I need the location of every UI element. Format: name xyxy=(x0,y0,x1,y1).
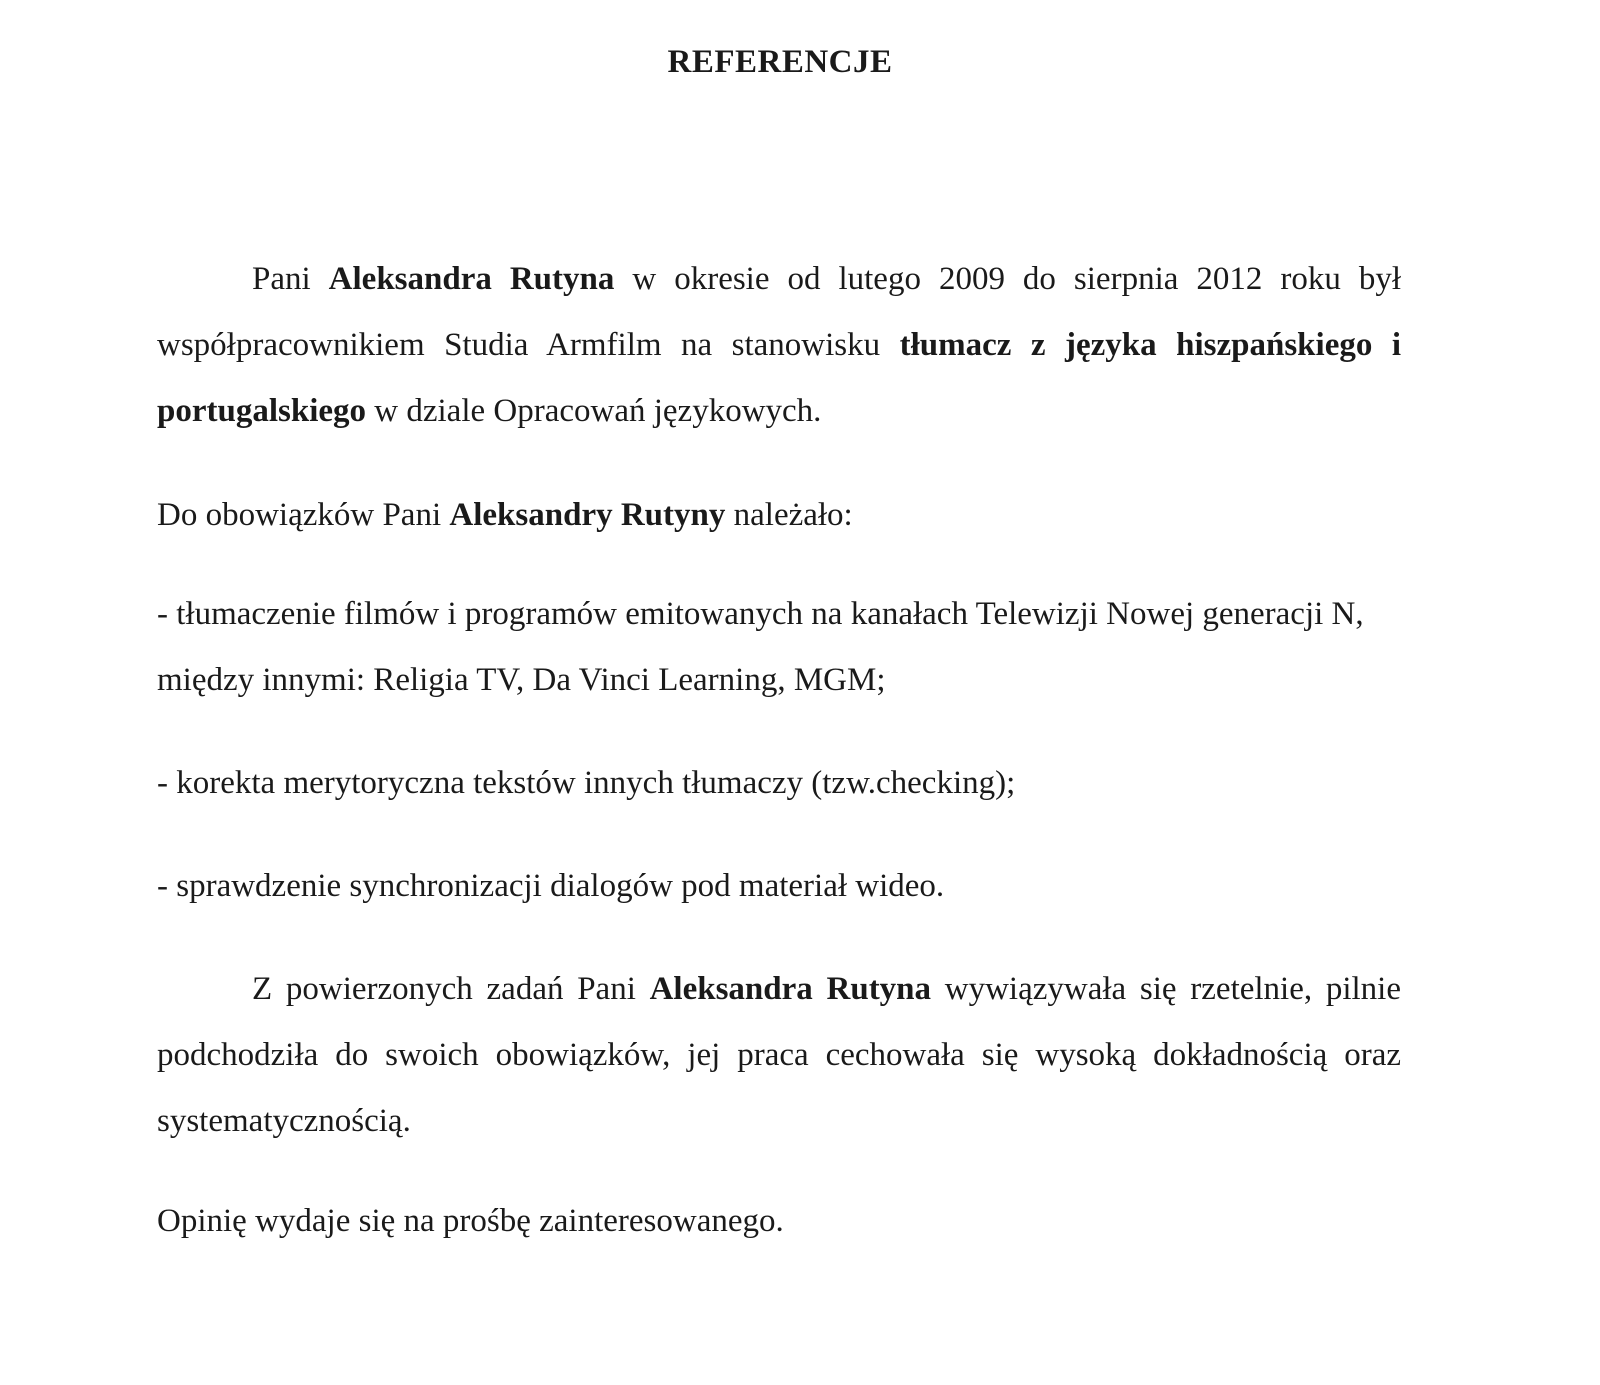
duty-item: - korekta merytoryczna tekstów innych tłumaczy (tzw.checking); xyxy=(157,765,1016,801)
p2-text-2: należało: xyxy=(725,497,853,533)
paragraph-evaluation xyxy=(157,956,1401,1154)
p1-text-1: Pani xyxy=(252,261,329,297)
p1-text-3: w dziale Opracowań językowych. xyxy=(366,393,822,429)
p1-text-2: w okresie od lutego 2009 do sierpnia 2012 roku był współpracownikiem Studia Armfilm na stanowisku xyxy=(157,261,1402,363)
p3-text-1: Z powierzonych zadań Pani xyxy=(252,971,650,1007)
employee-name: Aleksandra Rutyna xyxy=(328,261,615,297)
paragraph-duties-intro xyxy=(157,482,1401,548)
paragraph-closing: Opinię wydaje się na prośbę zainteresowanego. xyxy=(157,1203,784,1239)
employee-name: Aleksandra Rutyna xyxy=(649,971,932,1007)
p3-text-2: wywiązywała się rzetelnie, pilnie podchodziła do swoich obowiązków, jej praca cechowała się wysoką dokładnością oraz systematycznością. xyxy=(157,971,1401,1139)
document-title: REFERENCJE xyxy=(667,44,893,80)
duty-item: - sprawdzenie synchronizacji dialogów pod materiał wideo. xyxy=(157,868,945,904)
duty-item: - tłumaczenie filmów i programów emitowanych na kanałach Telewizji Nowej generacji N, między innymi: Religia TV, Da Vinci Learning, MGM; xyxy=(157,596,1364,698)
position-title: tłumacz z języka hiszpańskiego i portugalskiego xyxy=(157,327,1401,429)
paragraph-employment xyxy=(157,246,1401,444)
employee-name-genitive: Aleksandry Rutyny xyxy=(449,497,726,533)
p2-text-1: Do obowiązków Pani xyxy=(157,497,450,533)
